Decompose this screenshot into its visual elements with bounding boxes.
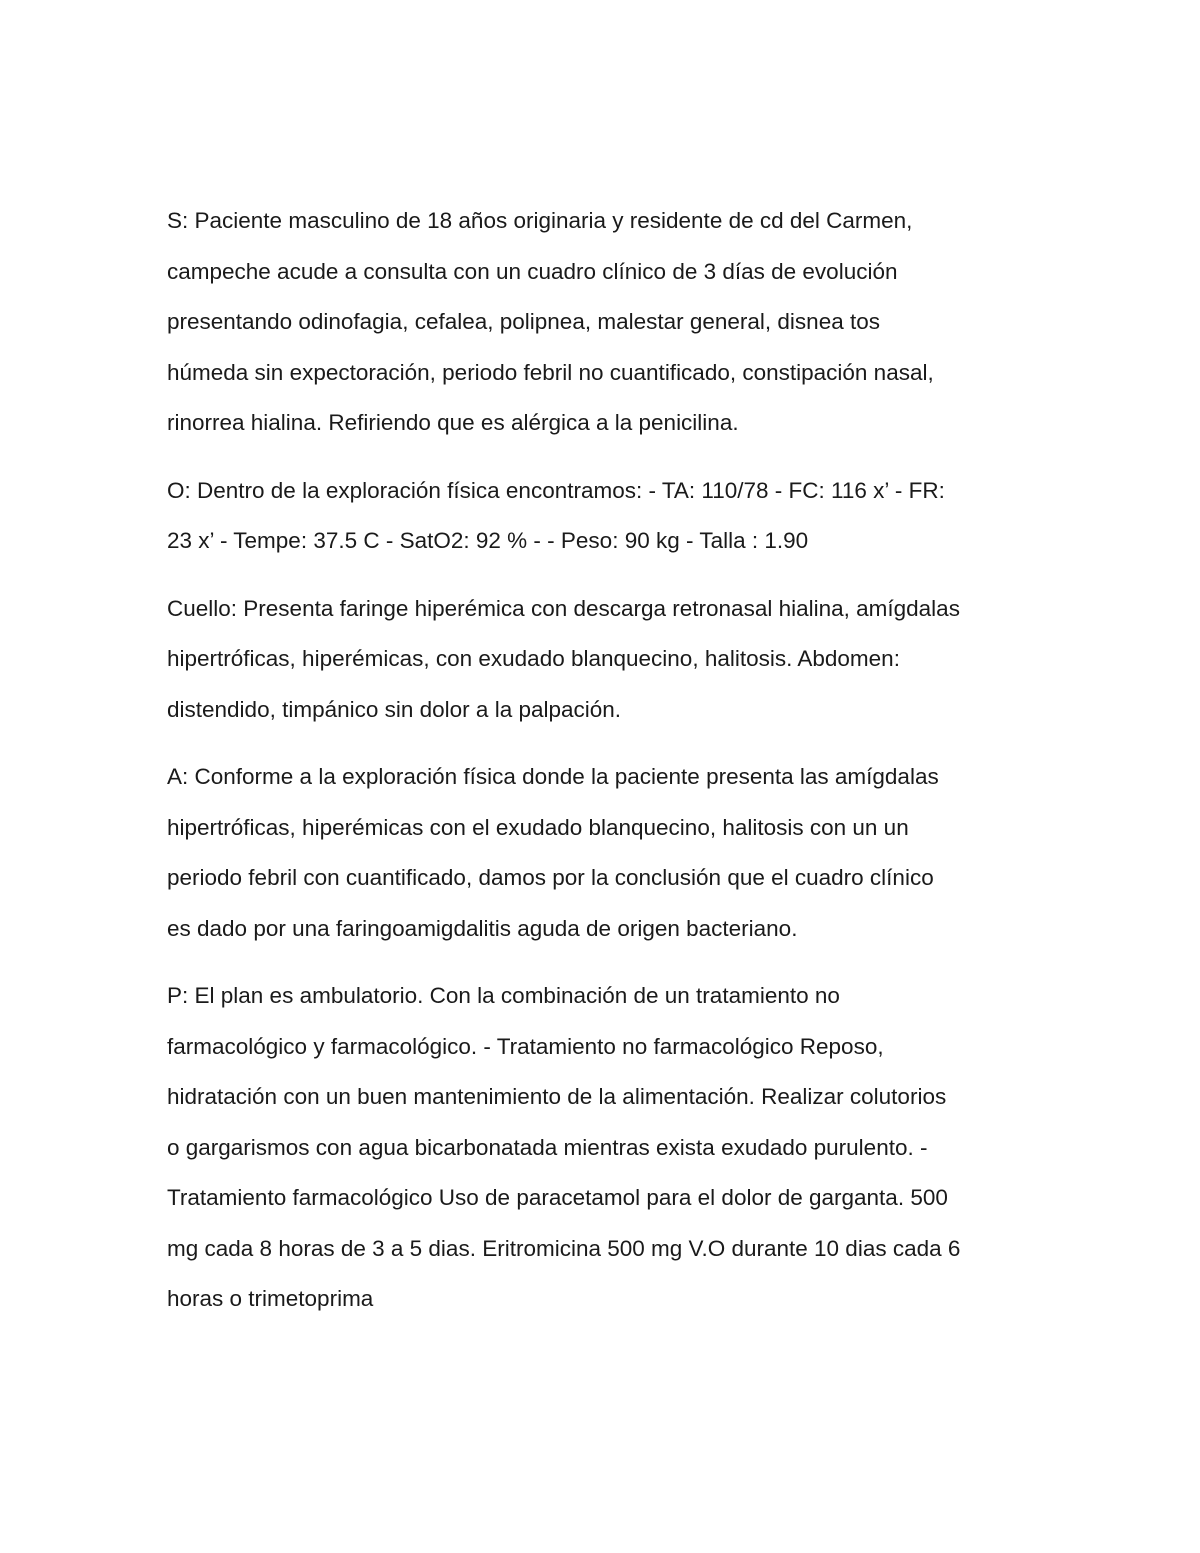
text-line: S: Paciente masculino de 18 años originaria y residente de cd del Carmen, <box>167 208 913 233</box>
text-line: O: Dentro de la exploración física encontramos: - TA: 110/78 - FC: 116 x’ - FR: <box>167 477 945 503</box>
text-line: mg cada 8 horas de 3 a 5 dias. Eritromicina 500 mg V.O durante 10 dias cada 6 <box>167 1235 961 1261</box>
text-line: es dado por una faringoamigdalitis aguda de origen bacteriano. <box>167 915 798 941</box>
paragraph-objective <box>167 466 1047 567</box>
text-line: Cuello: Presenta faringe hiperémica con descarga retronasal hialina, amígdalas <box>167 595 960 621</box>
paragraph-subjective <box>167 196 1047 449</box>
text-line: hidratación con un buen mantenimiento de la alimentación. Realizar colutorios <box>167 1084 947 1109</box>
text-line: Tratamiento farmacológico Uso de paracetamol para el dolor de garganta. 500 <box>167 1185 948 1210</box>
text-line: presentando odinofagia, cefalea, polipnea, malestar general, disnea tos <box>167 309 880 334</box>
text-line: hipertróficas, hiperémicas, con exudado blanquecino, halitosis. Abdomen: <box>167 646 900 671</box>
document-body <box>167 196 1047 1342</box>
text-line: distendido, timpánico sin dolor a la palpación. <box>167 696 622 722</box>
text-line: periodo febril con cuantificado, damos por la conclusión que el cuadro clínico <box>167 865 934 890</box>
text-line: farmacológico y farmacológico. - Tratamiento no farmacológico Reposo, <box>167 1033 884 1059</box>
text-line: campeche acude a consulta con un cuadro clínico de 3 días de evolución <box>167 258 898 284</box>
text-line: húmeda sin expectoración, periodo febril no cuantificado, constipación nasal, <box>167 359 934 385</box>
paragraph-neck-exam <box>167 584 1047 736</box>
text-line: rinorrea hialina. Refiriendo que es alérgica a la penicilina. <box>167 410 739 435</box>
text-line: A: Conforme a la exploración física donde la paciente presenta las amígdalas <box>167 764 939 789</box>
paragraph-plan <box>167 971 1047 1325</box>
text-line: horas o trimetoprima <box>167 1286 374 1311</box>
text-line: hipertróficas, hiperémicas con el exudado blanquecino, halitosis con un un <box>167 814 909 840</box>
text-line: o gargarismos con agua bicarbonatada mientras exista exudado purulento. - <box>167 1134 928 1160</box>
text-line: P: El plan es ambulatorio. Con la combinación de un tratamiento no <box>167 983 840 1008</box>
text-line: 23 x’ - Tempe: 37.5 C - SatO2: 92 % - - Peso: 90 kg - Talla : 1.90 <box>167 528 809 553</box>
paragraph-assessment <box>167 752 1047 954</box>
